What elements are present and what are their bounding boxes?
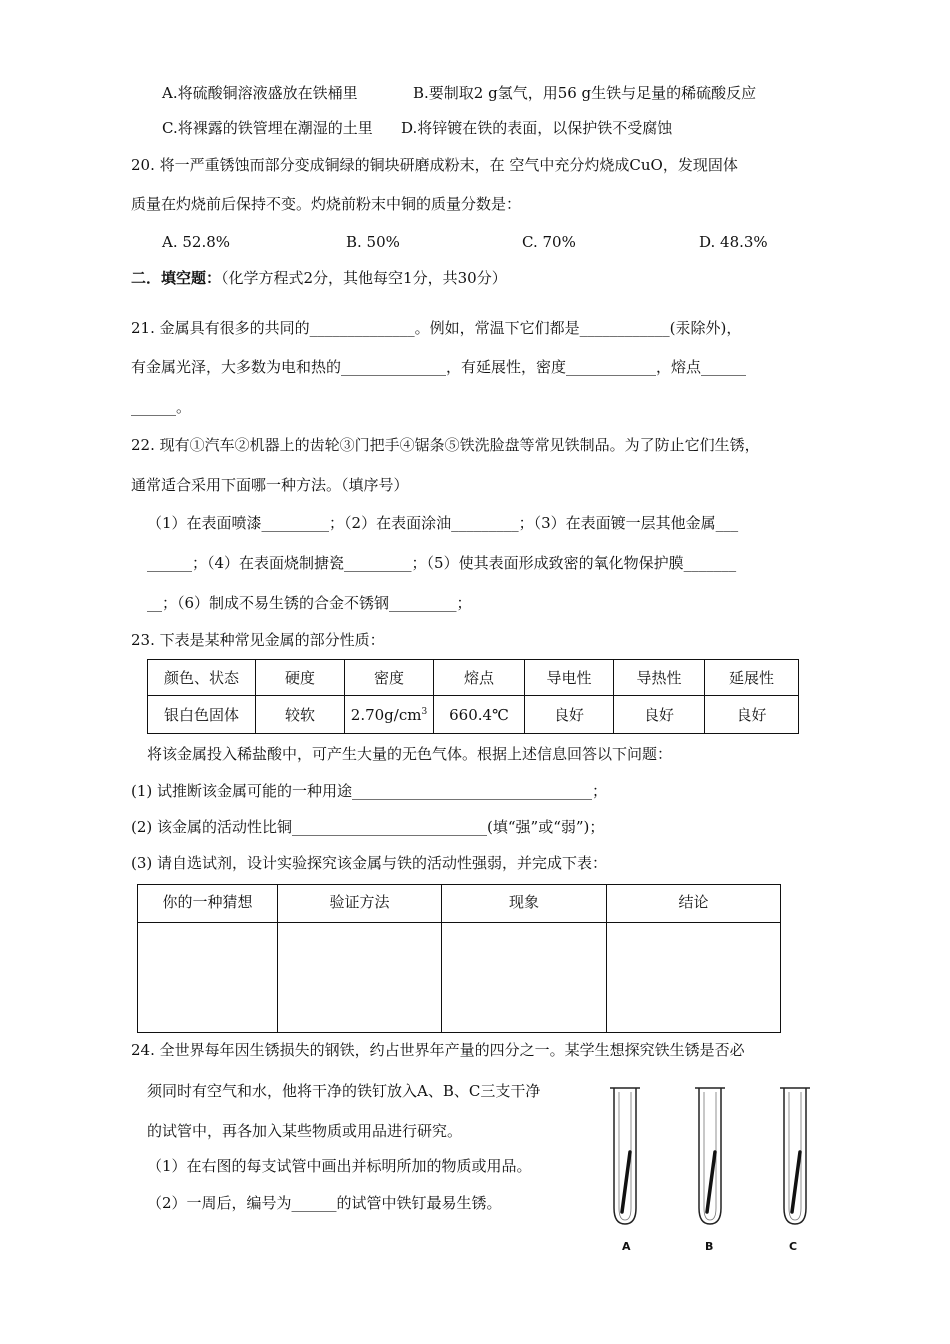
q22-line1: 22. 现有①汽车②机器上的齿轮③门把手④锯条⑤铁洗脸盘等常见铁制品。为了防止它们生锈， — [131, 436, 760, 454]
section2-note: （化学方程式2分，其他每空1分，共30分） — [221, 269, 507, 287]
table-cell: 良好 — [614, 696, 705, 734]
q24-line3: 的试管中，再各加入某些物质或用品进行研究。 — [147, 1122, 463, 1140]
q19-option-b: B.要制取2 g氢气，用56 g生铁与足量的稀硫酸反应 — [413, 84, 757, 102]
table-header-cell: 延展性 — [705, 660, 799, 696]
test-tube-a — [610, 1088, 640, 1224]
table-cell[interactable] — [138, 923, 278, 1033]
iron-nail-icon — [707, 1152, 715, 1212]
test-tube-b — [695, 1088, 725, 1224]
table-header-cell: 你的一种猜想 — [138, 885, 278, 923]
iron-nail-icon — [622, 1152, 630, 1212]
q20-line1: 20. 将一严重锈蚀而部分变成铜绿的铜块研磨成粉末，在 空气中充分灼烧成CuO，发现固体 — [131, 156, 738, 174]
table-header-cell: 颜色、状态 — [148, 660, 256, 696]
q20-line2: 质量在灼烧前后保持不变。灼烧前粉末中铜的质量分数是： — [131, 195, 522, 213]
table-row — [148, 696, 799, 734]
q19-option-a: A.将硫酸铜溶液盛放在铁桶里 — [162, 84, 358, 102]
table-header-cell: 密度 — [345, 660, 434, 696]
table-row — [138, 923, 781, 1033]
q21-line2: 有金属光泽，大多数为电和热的______________，有延展性，密度____________，熔点______ — [131, 358, 747, 376]
table-header-cell: 现象 — [442, 885, 607, 923]
q20-option-b: B. 50% — [346, 233, 400, 251]
section2-title: 二．填空题： — [131, 269, 222, 287]
q22-line5: __；（6）制成不易生锈的合金不锈钢_________； — [147, 594, 472, 612]
tube-label-a: A — [622, 1240, 631, 1253]
table-cell: 较软 — [256, 696, 345, 734]
q22-line3: （1）在表面喷漆_________；（2）在表面涂油_________；（3）在表面镀一层其他金属___ — [147, 514, 739, 532]
q22-line4: ______；（4）在表面烧制搪瓷_________；（5）使其表面形成致密的氧化物保护膜_______ — [147, 554, 737, 572]
table-header-row — [138, 885, 781, 923]
metal-properties-table — [147, 659, 799, 734]
table-cell-density — [345, 696, 434, 734]
q20-option-d: D. 48.3% — [699, 233, 768, 251]
q24-line1: 24. 全世界每年因生锈损失的钢铁，约占世界年产量的四分之一。某学生想探究铁生锈是否必 — [131, 1041, 745, 1059]
density-value: 2.70g/cm — [350, 705, 422, 724]
table-header-cell: 硬度 — [256, 660, 345, 696]
table-cell[interactable] — [607, 923, 781, 1033]
table-cell: 良好 — [705, 696, 799, 734]
iron-nail-icon — [792, 1152, 800, 1212]
q21-line1: 21. 金属具有很多的共同的______________。例如，常温下它们都是____________(汞除外)， — [131, 319, 742, 337]
table-header-cell: 结论 — [607, 885, 781, 923]
table-header-cell: 熔点 — [434, 660, 525, 696]
q19-option-d: D.将锌镀在铁的表面，以保护铁不受腐蚀 — [401, 119, 673, 137]
q23-intro: 23. 下表是某种常见金属的部分性质： — [131, 631, 385, 649]
table-cell: 银白色固体 — [148, 696, 256, 734]
q23-part1: (1) 试推断该金属可能的一种用途________________________________； — [131, 782, 608, 800]
experiment-table — [137, 884, 781, 1033]
q23-part3: (3) 请自选试剂，设计实验探究该金属与铁的活动性强弱，并完成下表： — [131, 854, 608, 872]
q23-part2: (2) 该金属的活动性比铜__________________________(填“强”或“弱”)； — [131, 818, 605, 836]
q22-line2: 通常适合采用下面哪一种方法。（填序号） — [131, 476, 409, 494]
q23-after-table: 将该金属投入稀盐酸中，可产生大量的无色气体。根据上述信息回答以下问题： — [147, 745, 673, 763]
table-cell: 660.4℃ — [434, 696, 525, 734]
tube-label-b: B — [705, 1240, 714, 1253]
q21-line3: ______。 — [131, 398, 192, 416]
q24-line2: 须同时有空气和水，他将干净的铁钉放入A、B、C三支干净 — [147, 1082, 541, 1100]
q20-option-c: C. 70% — [522, 233, 576, 251]
density-superscript: 3 — [421, 706, 428, 717]
section2-heading — [131, 268, 507, 288]
q19-option-c: C.将裸露的铁管埋在潮湿的土里 — [162, 119, 373, 137]
tube-label-c: C — [789, 1240, 798, 1253]
q24-line4: （1）在右图的每支试管中画出并标明所加的物质或用品。 — [147, 1157, 532, 1175]
table-cell[interactable] — [442, 923, 607, 1033]
test-tubes-figure — [600, 1080, 840, 1230]
table-cell: 良好 — [525, 696, 614, 734]
q24-line5: （2）一周后，编号为______的试管中铁钉最易生锈。 — [147, 1194, 502, 1212]
table-header-row — [148, 660, 799, 696]
table-header-cell: 导电性 — [525, 660, 614, 696]
q20-option-a: A. 52.8% — [162, 233, 231, 251]
table-header-cell: 验证方法 — [278, 885, 442, 923]
test-tube-c — [780, 1088, 810, 1224]
table-cell[interactable] — [278, 923, 442, 1033]
table-header-cell: 导热性 — [614, 660, 705, 696]
